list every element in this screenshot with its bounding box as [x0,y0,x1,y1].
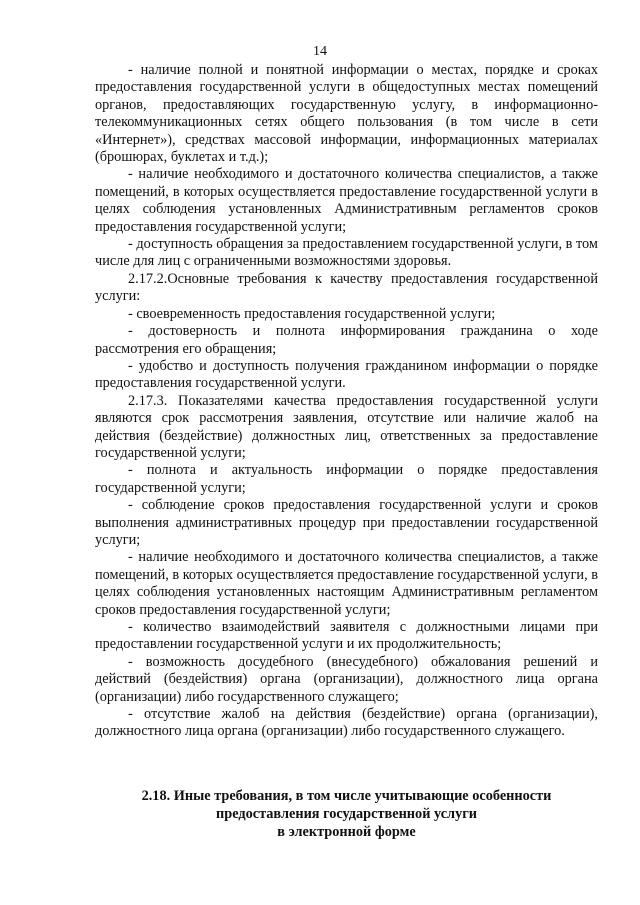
paragraph-timeliness: - своевременность предоставления государственной услуги; [128,305,496,322]
paragraph-info-availability: - наличие полной и понятной информации о местах, порядке и сроках предоставления государственной услуги в общедоступных местах помещений органов, предоставляющих государственную услугу, в информационно- телекоммуникационных сетях общего пользования (в том числе в сети «Интернет»), средствах массовой информации, информационных материалах (брошюрах, буклетах и т.д.); [95,62,598,166]
paragraph-reliability: - достоверность и полнота информирования гражданина о ходе рассмотрения его обращения; [95,323,598,357]
page-number: 14 [313,44,327,59]
paragraph-convenience: - удобство и доступность получения гражданином информации о порядке предоставления государственной услуги. [95,357,598,392]
paragraph-accessibility: - доступность обращения за предоставлением государственной услуги, в том числе для лиц с ограниченными возможностями здоровья. [95,236,598,270]
paragraph-no-complaints: - отсутствие жалоб на действия (бездействие) органа (организации), должностного лица органа (организации) либо государственного служащего. [95,706,598,740]
paragraph-2-17-3: 2.17.3. Показателями качества предоставления государственной услуги являются срок рассмотрения заявления, отсутствие или наличие жалоб на действия (бездействие) должностных лиц, ответственных за предоставление государственной услуги; [95,392,598,461]
heading-line: 2.18. Иные требования, в том числе учитывающие особенности [141,788,552,804]
heading-line: в электронной форме [277,824,416,840]
paragraph-2-17-2: 2.17.2.Основные требования к качеству предоставления государственной услуги: [95,270,598,305]
paragraph-specialists-premises-2: - наличие необходимого и достаточного количества специалистов, а также помещений, в которых осуществляется предоставление государственной услуги, в целях соблюдения установленных настоящим Административным регламентом сроков предоставления государственной услуги; [95,549,598,618]
section-heading-2-18 [95,787,598,841]
paragraph-appeal: - возможность досудебного (внесудебного) обжалования решений и действий (бездействия) органа (организации), должностного лица органа (организации) либо государственного служащего; [95,653,598,705]
heading-line: предоставления государственной услуги [216,806,477,822]
paragraph-deadlines: - соблюдение сроков предоставления государственной услуги и сроков выполнения административных процедур при предоставлении государственной услуги; [95,497,598,548]
paragraph-specialists-premises: - наличие необходимого и достаточного количества специалистов, а также помещений, в которых осуществляется предоставление государственной услуги в целях соблюдения установленных Административным регламентов сроков предоставления государственной услуги; [95,166,598,235]
document-body [95,62,598,741]
paragraph-interactions: - количество взаимодействий заявителя с должностными лицами при предоставлении государственной услуги и их продолжительность; [95,619,598,653]
paragraph-completeness: - полнота и актуальность информации о порядке предоставления государственной услуги; [95,462,598,496]
